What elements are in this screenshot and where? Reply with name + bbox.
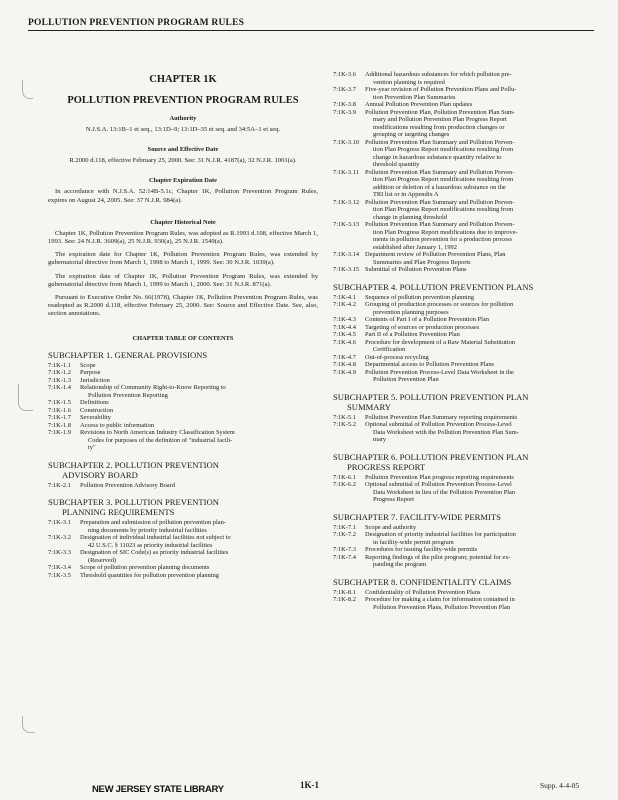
section-title: Pollution Prevention Plan, Pollution Prevention Plan Sum- mary and Pollution Prevention Plan Progress Report modifications resulting from production changes or grouping or targeting changes: [365, 108, 516, 138]
section-title: Out-of-process recycling: [365, 353, 429, 361]
section-title: Severability: [80, 414, 111, 422]
section-number: 7:1K-2.1: [48, 481, 71, 489]
toc-entry: [48, 384, 318, 399]
section-title: Confidentiality of Pollution Prevention Plans: [365, 588, 481, 596]
toc-entry: [48, 429, 318, 452]
toc-entry: [48, 572, 318, 580]
scan-artifact: [22, 716, 35, 733]
section-title: Reporting findings of the pilot program; potential for ex- panding the program: [365, 553, 511, 568]
section-number: 7:1K-5.1: [333, 413, 356, 421]
section-title: Pollution Prevention Plan Summary reporting requirements: [365, 413, 518, 421]
chapter-label: CHAPTER 1K: [149, 74, 217, 85]
source-heading: Source and Effective Date: [147, 146, 219, 154]
expiration-heading: Chapter Expiration Date: [148, 177, 218, 185]
authority-heading: Authority: [169, 115, 197, 122]
toc-entry: [48, 407, 318, 415]
section-number: 7:1K-1.3: [48, 376, 71, 384]
section-title: Submittal of Pollution Prevention Plans: [365, 266, 467, 273]
section-number: 7:1K-1.6: [48, 406, 71, 414]
section-title: Pollution Prevention Plan Summary and Pollution Preven- tion Plan Progress Report modifications resulting from change in planning threshold: [365, 198, 515, 221]
section-number: 7:1K-3.3: [48, 549, 71, 557]
section-number: 7:1K-6.1: [333, 473, 356, 481]
toc-entry: [48, 482, 318, 490]
section-title: Scope: [80, 361, 96, 369]
section-number: 7:1K-4.6: [333, 338, 356, 346]
section-title: Construction: [80, 406, 114, 414]
toc-entry: [333, 361, 595, 369]
right-column: [333, 71, 595, 611]
section-number: 7:1K-4.8: [333, 361, 356, 368]
history-paragraph: Pursuant to Executive Order No. 66(1978), Chapter 1K, Pollution Prevention Program Rules, was readopted as R.2000 d.118, effective February 25, 2000. See: Source and Effective Date. See, also, section annotations.: [48, 294, 318, 318]
section-number: 7:1K-3.14: [333, 251, 360, 258]
section-title: Procedure for development of a Raw Material Substitution Certification: [365, 338, 515, 353]
section-title: Threshold quantities for pollution prevention planning: [80, 571, 219, 579]
section-title: Preparation and submission of pollution prevention plan- ning documents by priority industrial facilities: [80, 519, 226, 534]
toc-entry: [333, 524, 595, 532]
section-title: Additional hazardous substances for which pollution pre- vention planning is required: [365, 71, 512, 86]
section-title: Optional submittal of Pollution Prevention Process-Level Data Worksheet with the Pollution Prevention Plan Sum- mary: [365, 421, 519, 443]
right-table-of-contents: [333, 282, 595, 612]
toc-entry: [48, 377, 318, 385]
subchapter-heading: SUBCHAPTER 5. POLLUTION PREVENTION PLAN SUMMARY: [333, 391, 529, 412]
section-number: 7:1K-3.5: [48, 571, 71, 579]
section-number: 7:1K-7.4: [333, 553, 356, 561]
section-number: 7:1K-1.9: [48, 429, 71, 437]
section-number: 7:1K-4.3: [333, 316, 356, 323]
toc-entry: [333, 324, 595, 332]
section-number: 7:1K-4.7: [333, 353, 356, 361]
section-title: Departmental access to Pollution Prevention Plans: [365, 361, 495, 368]
history-paragraph: Chapter 1K, Pollution Prevention Program Rules, was adopted as R.1993 d.108, effective March 1, 1993. See: 24 N.J.R. 3609(a), 25 N.J.R. 930(a), 25 N.J.R. 1549(a).: [48, 229, 318, 246]
toc-entry: [48, 549, 318, 564]
section-number: 7:1K-3.10: [333, 138, 360, 146]
toc-entry: [333, 86, 595, 101]
section-title: Access to public information: [80, 421, 155, 429]
subchapter-3-continued: [333, 71, 595, 274]
section-number: 7:1K-1.1: [48, 361, 71, 369]
section-number: 7:1K-1.4: [48, 384, 71, 392]
section-number: 7:1K-3.1: [48, 519, 71, 527]
toc-entry: [333, 414, 595, 422]
section-title: Part II of a Pollution Prevention Plan: [365, 331, 460, 338]
section-number: 7:1K-3.13: [333, 221, 360, 228]
section-number: 7:1K-1.7: [48, 414, 71, 422]
toc-entry: [333, 339, 595, 354]
supplement-date: Supp. 4-4-05: [540, 781, 580, 790]
section-number: 7:1K-4.9: [333, 368, 356, 376]
section-title: Grouping of production processes or sources for pollution prevention planning purposes: [365, 301, 514, 316]
history-heading: Chapter Historical Note: [150, 218, 216, 226]
section-title: Designation of individual industrial facilities not subject to 42 U.S.C. § 11023 as priority industrial facilities: [80, 534, 231, 549]
section-number: 7:1K-5.2: [333, 421, 356, 428]
toc-entry: [333, 589, 595, 597]
toc-entry: [333, 531, 595, 546]
section-number: 7:1K-3.8: [333, 101, 356, 108]
subchapter-heading: SUBCHAPTER 1. GENERAL PROVISIONS: [48, 349, 208, 360]
toc-entry: [333, 294, 595, 302]
toc-entry: [333, 474, 595, 482]
source-text: R.2000 d.118, effective February 25, 2000. See: 31 N.J.R. 4187(a), 32 N.J.R. 1001(a).: [69, 157, 297, 165]
section-number: 7:1K-6.2: [333, 481, 356, 488]
section-title: Procedures for issuing facility-wide permits: [365, 546, 478, 553]
toc-entry: [48, 399, 318, 407]
toc-entry: [333, 169, 595, 199]
section-title: Five-year revision of Pollution Prevention Plans and Pollu- tion Prevention Plan Summaries: [365, 86, 517, 101]
toc-entry: [333, 596, 595, 611]
toc-entry: [333, 316, 595, 324]
subchapter-heading: SUBCHAPTER 3. POLLUTION PREVENTION PLANNING REQUIREMENTS: [48, 497, 219, 518]
subchapter-heading: SUBCHAPTER 4. POLLUTION PREVENTION PLANS: [333, 281, 534, 292]
section-title: Annual Pollution Prevention Plan updates: [365, 101, 473, 108]
section-title: Designation of priority industrial facilities for participation in facility-wide permit program: [365, 531, 516, 546]
section-title: Designation of SIC Code(s) as priority industrial facilities (Reserved): [80, 549, 229, 564]
history-paragraph: The expiration date of Chapter 1K, Pollution Prevention Program Rules, was extended by gubernatorial directive from March 1, 1999 to March 1, 2000. See: 31 N.J.R. 871(a).: [48, 272, 318, 288]
history-paragraph: The expiration date for Chapter 1K, Pollution Prevention Program Rules, was extended by gubernatorial directive from March 1, 1998 to March 1, 1999. See: 30 N.J.R. 1039(a).: [48, 251, 318, 267]
section-title: Pollution Prevention Plan Summary and Pollution Preven- tion Plan Progress Report modifications resulting from addition or deletion of a hazardous substance on the TRI list or in Appendix A: [365, 168, 515, 198]
section-number: 7:1K-4.4: [333, 323, 356, 331]
toc-entry: [48, 414, 318, 422]
toc-entry: [48, 362, 318, 370]
chapter-title: POLLUTION PREVENTION PROGRAM RULES: [67, 95, 299, 106]
history-notes: [48, 230, 318, 319]
section-title: Department review of Pollution Prevention Plans, Plan Summaries and Plan Progress Reports: [365, 251, 506, 266]
subchapter-heading: SUBCHAPTER 7. FACILITY-WIDE PERMITS: [333, 511, 501, 522]
section-number: 7:1K-8.2: [333, 596, 356, 603]
section-number: 7:1K-3.6: [333, 71, 356, 78]
expiration-text: In accordance with N.J.S.A. 52:14B-5.1c, Chapter 1K, Pollution Prevention Program Rules, expires on August 24, 2005. See: 37 N.J.R. 984(a).: [48, 188, 318, 204]
left-column: [48, 72, 318, 579]
running-head: POLLUTION PREVENTION PROGRAM RULES: [28, 18, 594, 31]
section-number: 7:1K-3.12: [333, 198, 360, 206]
section-title: Revisions to North American Industry Classification System Codes for purposes of the definition of "industrial facili- ty": [80, 429, 235, 452]
section-number: 7:1K-1.8: [48, 421, 71, 429]
section-number: 7:1K-4.1: [333, 293, 356, 301]
toc-entry: [333, 139, 595, 169]
section-title: Jurisdiction: [80, 376, 110, 384]
toc-entry: [333, 354, 595, 362]
section-title: Pollution Prevention Plan Summary and Pollution Preven- tion Plan Progress Report modifications resulting from change in hazardous substance quantity relative to threshold quantity: [365, 138, 515, 168]
section-title: Relationship of Community Right-to-Know Reporting to Pollution Prevention Reporting: [80, 384, 226, 399]
section-title: Pollution Prevention Advisory Board: [80, 481, 175, 489]
toc-entry: [333, 331, 595, 339]
toc-entry: [48, 564, 318, 572]
toc-entry: [48, 422, 318, 430]
section-number: 7:1K-3.4: [48, 564, 71, 572]
state-library-logo: NEW JERSEY STATE LIBRARY: [92, 784, 224, 795]
page-number: 1K-1: [300, 780, 319, 790]
scan-artifact: [18, 384, 33, 411]
section-title: Optional submittal of Pollution Prevention Process-Level Data Worksheet in lieu of the Pollution Prevention Plan Progress Report: [365, 481, 516, 503]
toc-entry: [333, 546, 595, 554]
section-title: Contents of Part I of a Pollution Prevention Plan: [365, 316, 489, 323]
section-title: Procedure for making a claim for information contained in Pollution Prevention Plans, Pollution Prevention Plan: [365, 596, 515, 611]
toc-entry: [333, 301, 595, 316]
section-number: 7:1K-4.2: [333, 301, 356, 308]
toc-entry: [48, 519, 318, 534]
toc-entry: [333, 554, 595, 569]
section-number: 7:1K-7.1: [333, 523, 356, 531]
scan-artifact: [22, 80, 33, 99]
section-title: Pollution Prevention Process-Level Data Worksheet in the Pollution Prevention Plan: [365, 368, 514, 383]
toc-entry: [333, 109, 595, 139]
section-title: Sequence of pollution prevention planning: [365, 293, 474, 301]
toc-entry: [333, 221, 595, 251]
section-title: Pollution Prevention Plan progress reporting requirements: [365, 473, 514, 481]
subchapter-heading: SUBCHAPTER 2. POLLUTION PREVENTION ADVISORY BOARD: [48, 459, 219, 480]
toc-entry: [333, 199, 595, 222]
section-number: 7:1K-3.11: [333, 168, 359, 176]
section-title: Definitions: [80, 399, 109, 407]
section-title: Purpose: [80, 369, 101, 377]
section-number: 7:1K-3.9: [333, 108, 356, 116]
toc-entry: [48, 369, 318, 377]
toc-entry: [333, 369, 595, 384]
section-number: 7:1K-7.3: [333, 546, 356, 553]
section-title: Pollution Prevention Plan Summary and Pollution Preven- tion Plan Progress Report modifications due to improve- ments in pollution prevention for a production process established after January 1, 1992: [365, 221, 518, 251]
section-title: Scope and authority: [365, 523, 417, 531]
subchapter-heading: SUBCHAPTER 6. POLLUTION PREVENTION PLAN PROGRESS REPORT: [333, 451, 529, 472]
toc-entry: [333, 481, 595, 504]
section-number: 7:1K-8.1: [333, 588, 356, 596]
section-number: 7:1K-3.7: [333, 86, 356, 93]
section-number: 7:1K-3.15: [333, 266, 360, 273]
subchapter-heading: SUBCHAPTER 8. CONFIDENTIALITY CLAIMS: [333, 576, 512, 587]
toc-entry: [333, 71, 595, 86]
toc-entry: [48, 534, 318, 549]
left-table-of-contents: [48, 350, 318, 580]
toc-entry: [333, 266, 595, 274]
toc-entry: [333, 421, 595, 444]
section-number: 7:1K-1.2: [48, 369, 71, 377]
section-title: Targeting of sources or production processes: [365, 323, 480, 331]
section-number: 7:1K-4.5: [333, 331, 356, 338]
section-title: Scope of pollution prevention planning documents: [80, 564, 210, 572]
toc-entry: [333, 251, 595, 266]
section-number: 7:1K-3.2: [48, 534, 71, 542]
section-number: 7:1K-1.5: [48, 399, 71, 407]
toc-heading: CHAPTER TABLE OF CONTENTS: [132, 334, 234, 342]
toc-entry: [333, 101, 595, 109]
authority-text: N.J.S.A. 13:1B–1 et seq., 13:1D–9; 13:1D–35 et seq. and 34:5A–1 et seq.: [85, 126, 281, 133]
section-number: 7:1K-7.2: [333, 531, 356, 538]
